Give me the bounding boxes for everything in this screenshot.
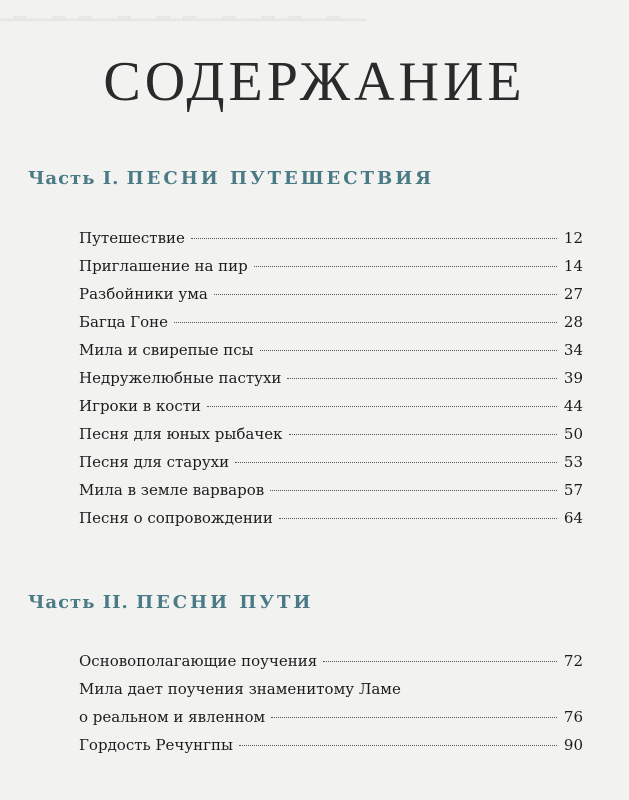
toc-entry-title-continuation: о реальном и явленном [79, 708, 266, 726]
toc-entry-title: Песня о сопровождении [79, 509, 273, 527]
toc-entry[interactable] [79, 509, 583, 527]
page-title: СОДЕРЖАНИЕ [103, 51, 526, 113]
dot-leader [174, 322, 557, 323]
dot-leader [214, 294, 557, 295]
toc-entry[interactable] [79, 453, 583, 471]
toc-entry-title: Игроки в кости [79, 397, 202, 415]
toc-entry-title: Приглашение на пир [79, 257, 248, 275]
toc-entry[interactable] [79, 257, 583, 275]
toc-entry-page: 14 [563, 257, 583, 275]
toc-entry[interactable] [79, 341, 583, 359]
toc-entry[interactable] [79, 481, 583, 499]
dot-leader [289, 434, 558, 435]
part-number-label: Часть II. [28, 592, 129, 613]
toc-entry-title: Разбойники ума [79, 285, 208, 303]
toc-entry-title: Путешествие [79, 229, 185, 247]
toc-entry[interactable] [79, 652, 583, 670]
toc-entry-title: Песня для юных рыбачек [79, 425, 283, 443]
toc-entry-page: 90 [563, 736, 583, 754]
dot-leader [239, 745, 557, 746]
dot-leader [279, 518, 557, 519]
part-name: ПЕСНИ ПУТЕШЕСТВИЯ [126, 168, 435, 189]
toc-entry[interactable] [79, 425, 583, 443]
dot-leader [271, 717, 557, 718]
toc-entry-page: 57 [563, 481, 583, 499]
dot-leader [270, 490, 557, 491]
toc-entry[interactable] [79, 708, 583, 726]
toc-entry-page: 76 [563, 708, 583, 726]
toc-entry-page: 64 [563, 509, 583, 527]
toc-entry-page: 44 [563, 397, 583, 415]
toc-entry[interactable] [79, 313, 583, 331]
toc-entry-title: Багца Гоне [79, 313, 169, 331]
part-heading-1 [28, 168, 434, 189]
toc-entry-page: 72 [563, 652, 583, 670]
dot-leader [207, 406, 557, 407]
toc-entry-page: 53 [563, 453, 583, 471]
toc-entry-title[interactable]: Мила дает поучения знаменитому Ламе [79, 680, 401, 698]
dot-leader [260, 350, 557, 351]
toc-entry-page: 39 [563, 369, 583, 387]
toc-entry-page: 28 [563, 313, 583, 331]
toc-entry-title: Мила и свирепые псы [79, 341, 254, 359]
part-heading-2 [28, 592, 313, 613]
dot-leader [254, 266, 557, 267]
dot-leader [235, 462, 557, 463]
toc-entry-title: Основополагающие поучения [79, 652, 318, 670]
toc-entry-page: 34 [563, 341, 583, 359]
toc-entry-page: 27 [563, 285, 583, 303]
toc-entry-title: Гордость Речунгпы [79, 736, 233, 754]
toc-entry-page: 50 [563, 425, 583, 443]
toc-entry-title: Мила в земле варваров [79, 481, 265, 499]
toc-entry-title: Недружелюбные пастухи [79, 369, 282, 387]
toc-entry-page: 12 [563, 229, 583, 247]
toc-entry[interactable] [79, 736, 583, 754]
toc-entry-title: Песня для старухи [79, 453, 230, 471]
toc-entry[interactable] [79, 285, 583, 303]
part-name: ПЕСНИ ПУТИ [136, 592, 314, 613]
dot-leader [191, 238, 557, 239]
dot-leader [323, 661, 557, 662]
toc-entry[interactable] [79, 369, 583, 387]
part-number-label: Часть I. [28, 168, 120, 189]
dot-leader [287, 378, 557, 379]
bleed-through-texture: ▁▂▁▁▂▁▂▁▁▂▁▁▂▁▂▁▁▂▁▁▂▁▂▁▁▂▁▁ [0, 2, 367, 22]
toc-entry[interactable] [79, 229, 583, 247]
toc-entry[interactable] [79, 397, 583, 415]
